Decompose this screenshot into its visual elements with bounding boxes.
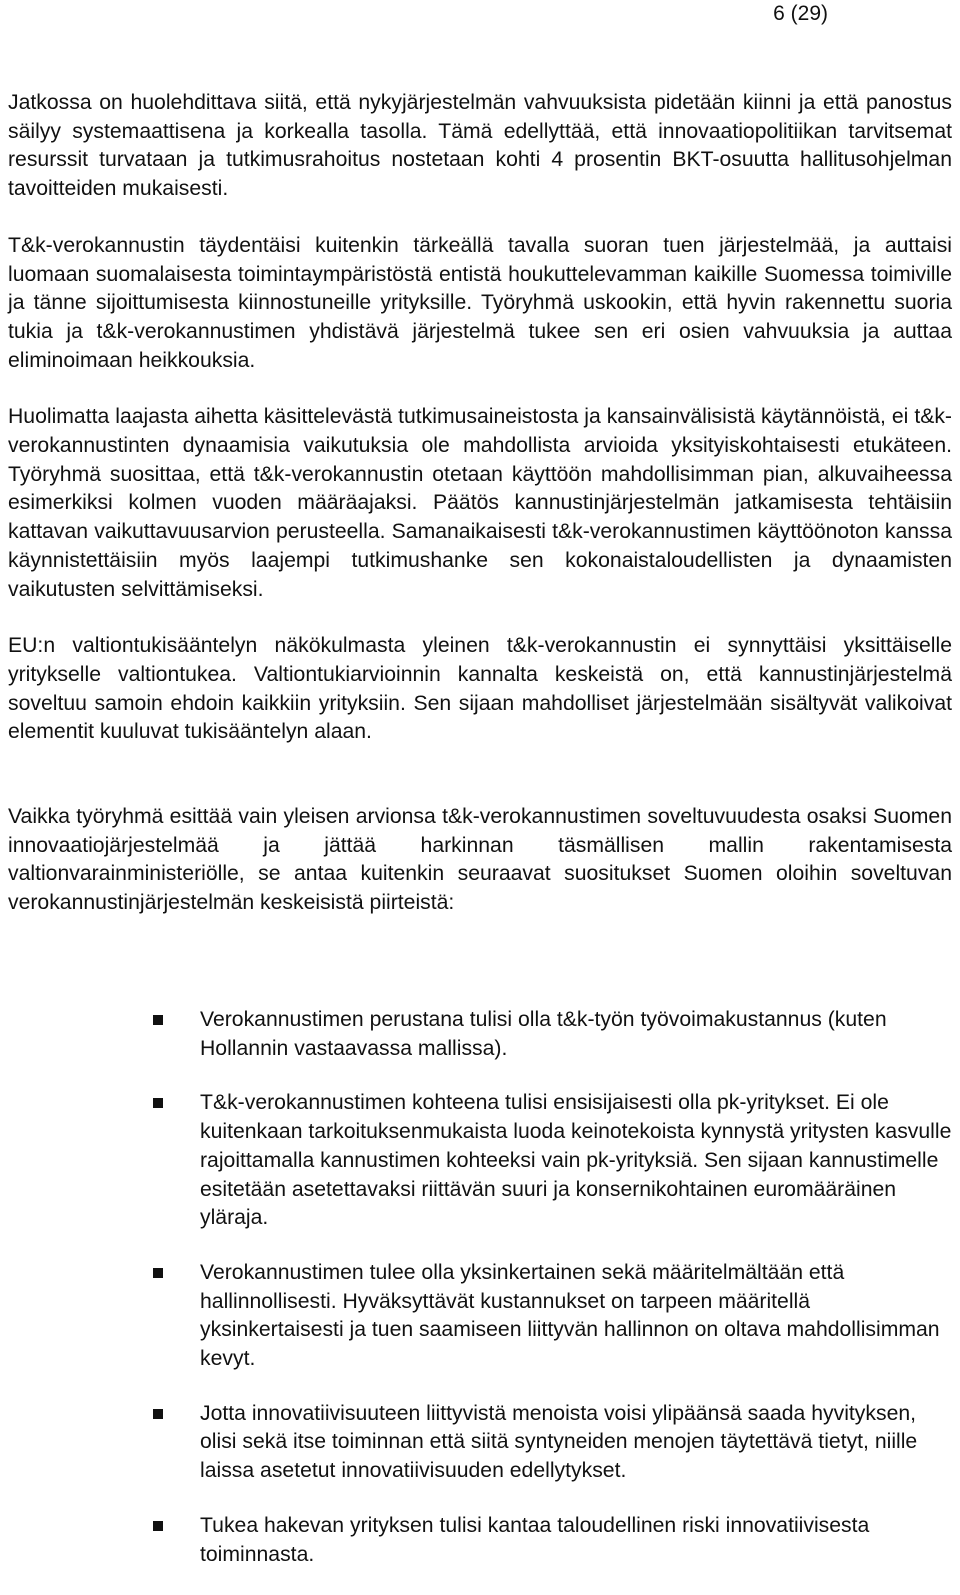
square-bullet-icon bbox=[153, 1268, 163, 1278]
paragraph-tax-incentive-complement: T&k-verokannustin täydentäisi kuitenkin tärkeällä tavalla suoran tuen järjestelmää, ja auttaisi luomaan suomalaisesta toimintaympäristöstä entistä houkuttelevamman kaikille Suomessa toimiville ja tänne sijoittumisesta kiinnostuneille yrityksille. Työryhmä uskookin, että hyvin rakennettu suoria tukia ja t&k-verokannustimen yhdistävä järjestelmä tukee sen eri osien vahvuuksia ja auttaa eliminoimaan heikkouksia. bbox=[8, 233, 952, 372]
list-item bbox=[152, 1089, 952, 1233]
square-bullet-icon bbox=[153, 1521, 163, 1531]
recommendation-list bbox=[152, 1006, 952, 1595]
square-bullet-icon bbox=[153, 1409, 163, 1419]
page-number: 6 (29) bbox=[773, 2, 828, 25]
list-item-text: Tukea hakevan yrityksen tulisi kantaa taloudellinen riski innovatiivisesta toiminnasta. bbox=[200, 1513, 870, 1566]
square-bullet-icon bbox=[153, 1015, 163, 1025]
list-item bbox=[152, 1400, 952, 1486]
paragraph-recommendations-intro: Vaikka työryhmä esittää vain yleisen arvionsa t&k-verokannustimen soveltuvuudesta osaksi Suomen innovaatiojärjestelmää ja jättää harkinnan täsmällisen mallin rakentamisesta valtionvarainministeriölle, se antaa kuitenkin seuraavat suositukset Suomen oloihin soveltuvan verokannustinjärjestelmän keskeisistä piirteistä: bbox=[8, 805, 952, 915]
paragraph-innovation-policy: Jatkossa on huolehdittava siitä, että nykyjärjestelmän vahvuuksista pidetään kiinni ja että panostus säilyy systemaattisena ja korkealla tasolla. Tämä edellyttää, että innovaatiopolitiikan tarvitsemat resurssit turvataan ja tutkimusrahoitus nostetaan kohti 4 prosentin BKT-osuutta hallitusohjelman tavoitteiden mukaisesti. bbox=[8, 91, 952, 201]
list-item bbox=[152, 1259, 952, 1374]
paragraph-eu-state-aid: EU:n valtiontukisääntelyn näkökulmasta yleinen t&k-verokannustin ei synnyttäisi yksittäiselle yritykselle valtiontukea. Valtiontukiarvioinnin kannalta keskeistä on, että kannustinjärjestelmä soveltuu samoin ehdoin kaikkiin yrityksiin. Sen sijaan mahdolliset järjestelmään sisältyvät valikoivat elementit kuuluvat tukisääntelyn alaan. bbox=[8, 634, 952, 744]
list-item-text: Jotta innovatiivisuuteen liittyvistä menoista voisi ylipäänsä saada hyvityksen, olisi sekä itse toiminnan että siitä syntyneiden menojen täytettävä tietyt, niille laissa asetetut innovatiivisuuden edellytykset. bbox=[200, 1401, 918, 1483]
list-item-text: Verokannustimen tulee olla yksinkertainen sekä määritelmältään että hallinnollisesti. Hyväksyttävät kustannukset on tarpeen määritellä yksinkertaisesti ja tuen saamiseen liittyvän hallinnon on oltava mahdollisimman kevyt. bbox=[200, 1260, 940, 1371]
paragraph-dynamic-effects: Huolimatta laajasta aihetta käsittelevästä tutkimusaineistosta ja kansainvälisistä käytännöistä, ei t&k-verokannustinten dynaamisia vaikutuksia ole mahdollista arvioida yksityiskohtaisesti etukäteen. Työryhmä suosittaa, että t&k-verokannustin otetaan käyttöön mahdollisimman pian, alkuvaiheessa esimerkiksi kolmen vuoden määräajaksi. Päätös kannustinjärjestelmän jatkamisesta tehtäisiin kattavan vaikuttavuusarvion perusteella. Samanaikaisesti t&k-verokannustimen käyttöönoton kanssa käynnistettäisiin myös laajempi tutkimushanke sen kokonaistaloudellisten ja dynaamisten vaikutusten selvittämiseksi. bbox=[8, 405, 952, 601]
list-item-text: Verokannustimen perustana tulisi olla t&k-työn työvoimakustannus (kuten Hollannin vastaavassa mallissa). bbox=[200, 1008, 887, 1060]
list-item bbox=[152, 1512, 952, 1569]
document-body bbox=[8, 89, 952, 988]
square-bullet-icon bbox=[153, 1098, 163, 1108]
list-item bbox=[152, 1006, 952, 1063]
list-item-text: T&k-verokannustimen kohteena tulisi ensisijaisesti olla pk-yritykset. Ei ole kuitenkaan tarkoituksenmukaista luoda keinotekoista kynnystä yritysten kasvulle rajoittamalla kannustimen kohteeksi vain pk-yrityksiä. Sen sijaan kannustimelle esitetään asetettavaksi riittävän suuri ja konsernikohtainen euromääräinen yläraja. bbox=[200, 1091, 952, 1230]
